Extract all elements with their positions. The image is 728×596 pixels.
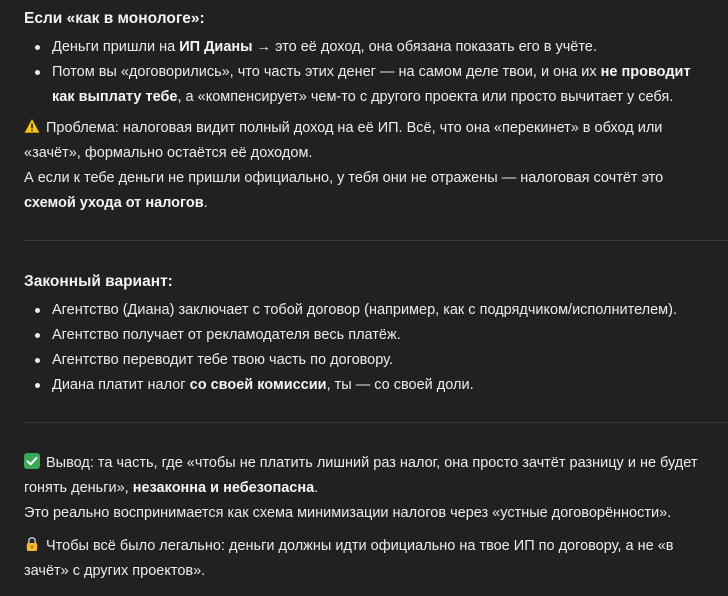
section-heading-monologue: Если «как в монологе»:: [24, 10, 205, 27]
conclusion-paragraph: Вывод: та часть, где «чтобы не платить лишний раз налог, она просто зачтёт разницу и не будет гонять деньги», незаконна и небезопасна.: [24, 455, 698, 496]
check-mark-icon: [24, 453, 40, 469]
legal-requirement-paragraph: Чтобы всё было легально: деньги должны идти официально на твое ИП по договору, а не «в зачёт» с других проектов».: [24, 538, 674, 579]
scheme-note: Это реально воспринимается как схема минимизации налогов через «устные договорённости».: [24, 505, 672, 521]
section-heading-legal-option: Законный вариант:: [24, 273, 173, 290]
monologue-bullet-list: [24, 35, 714, 110]
tax-scheme-note: А если к тебе деньги не пришли официально, у тебя они не отражены — налоговая сочтёт это схемой ухода от налогов.: [24, 170, 664, 211]
lock-icon: [24, 536, 40, 552]
list-item: Агентство переводит тебе твою часть по договору.: [52, 348, 714, 373]
legal-option-bullet-list: [24, 298, 714, 398]
list-item: Агентство (Диана) заключает с тобой договор (например, как с подрядчиком/исполнителем).: [52, 298, 714, 323]
list-item: Диана платит налог со своей комиссии, ты — со своей доли.: [52, 373, 714, 398]
list-item: Потом вы «договорились», что часть этих денег — на самом деле твои, и она их не проводит как выплату тебе, а «компенсирует» чем-то с другого проекта или просто вычитает у себя.: [52, 60, 714, 110]
divider: [24, 240, 728, 241]
problem-paragraph: Проблема: налоговая видит полный доход на её ИП. Всё, что она «перекинет» в обход или «зачёт», формально остаётся её доходом.: [24, 120, 663, 161]
divider: [24, 422, 728, 423]
list-item: Агентство получает от рекламодателя весь платёж.: [52, 323, 714, 348]
list-item: Деньги пришли на ИП Дианы → это её доход, она обязана показать его в учёте.: [52, 35, 714, 60]
warning-icon: [24, 118, 40, 134]
